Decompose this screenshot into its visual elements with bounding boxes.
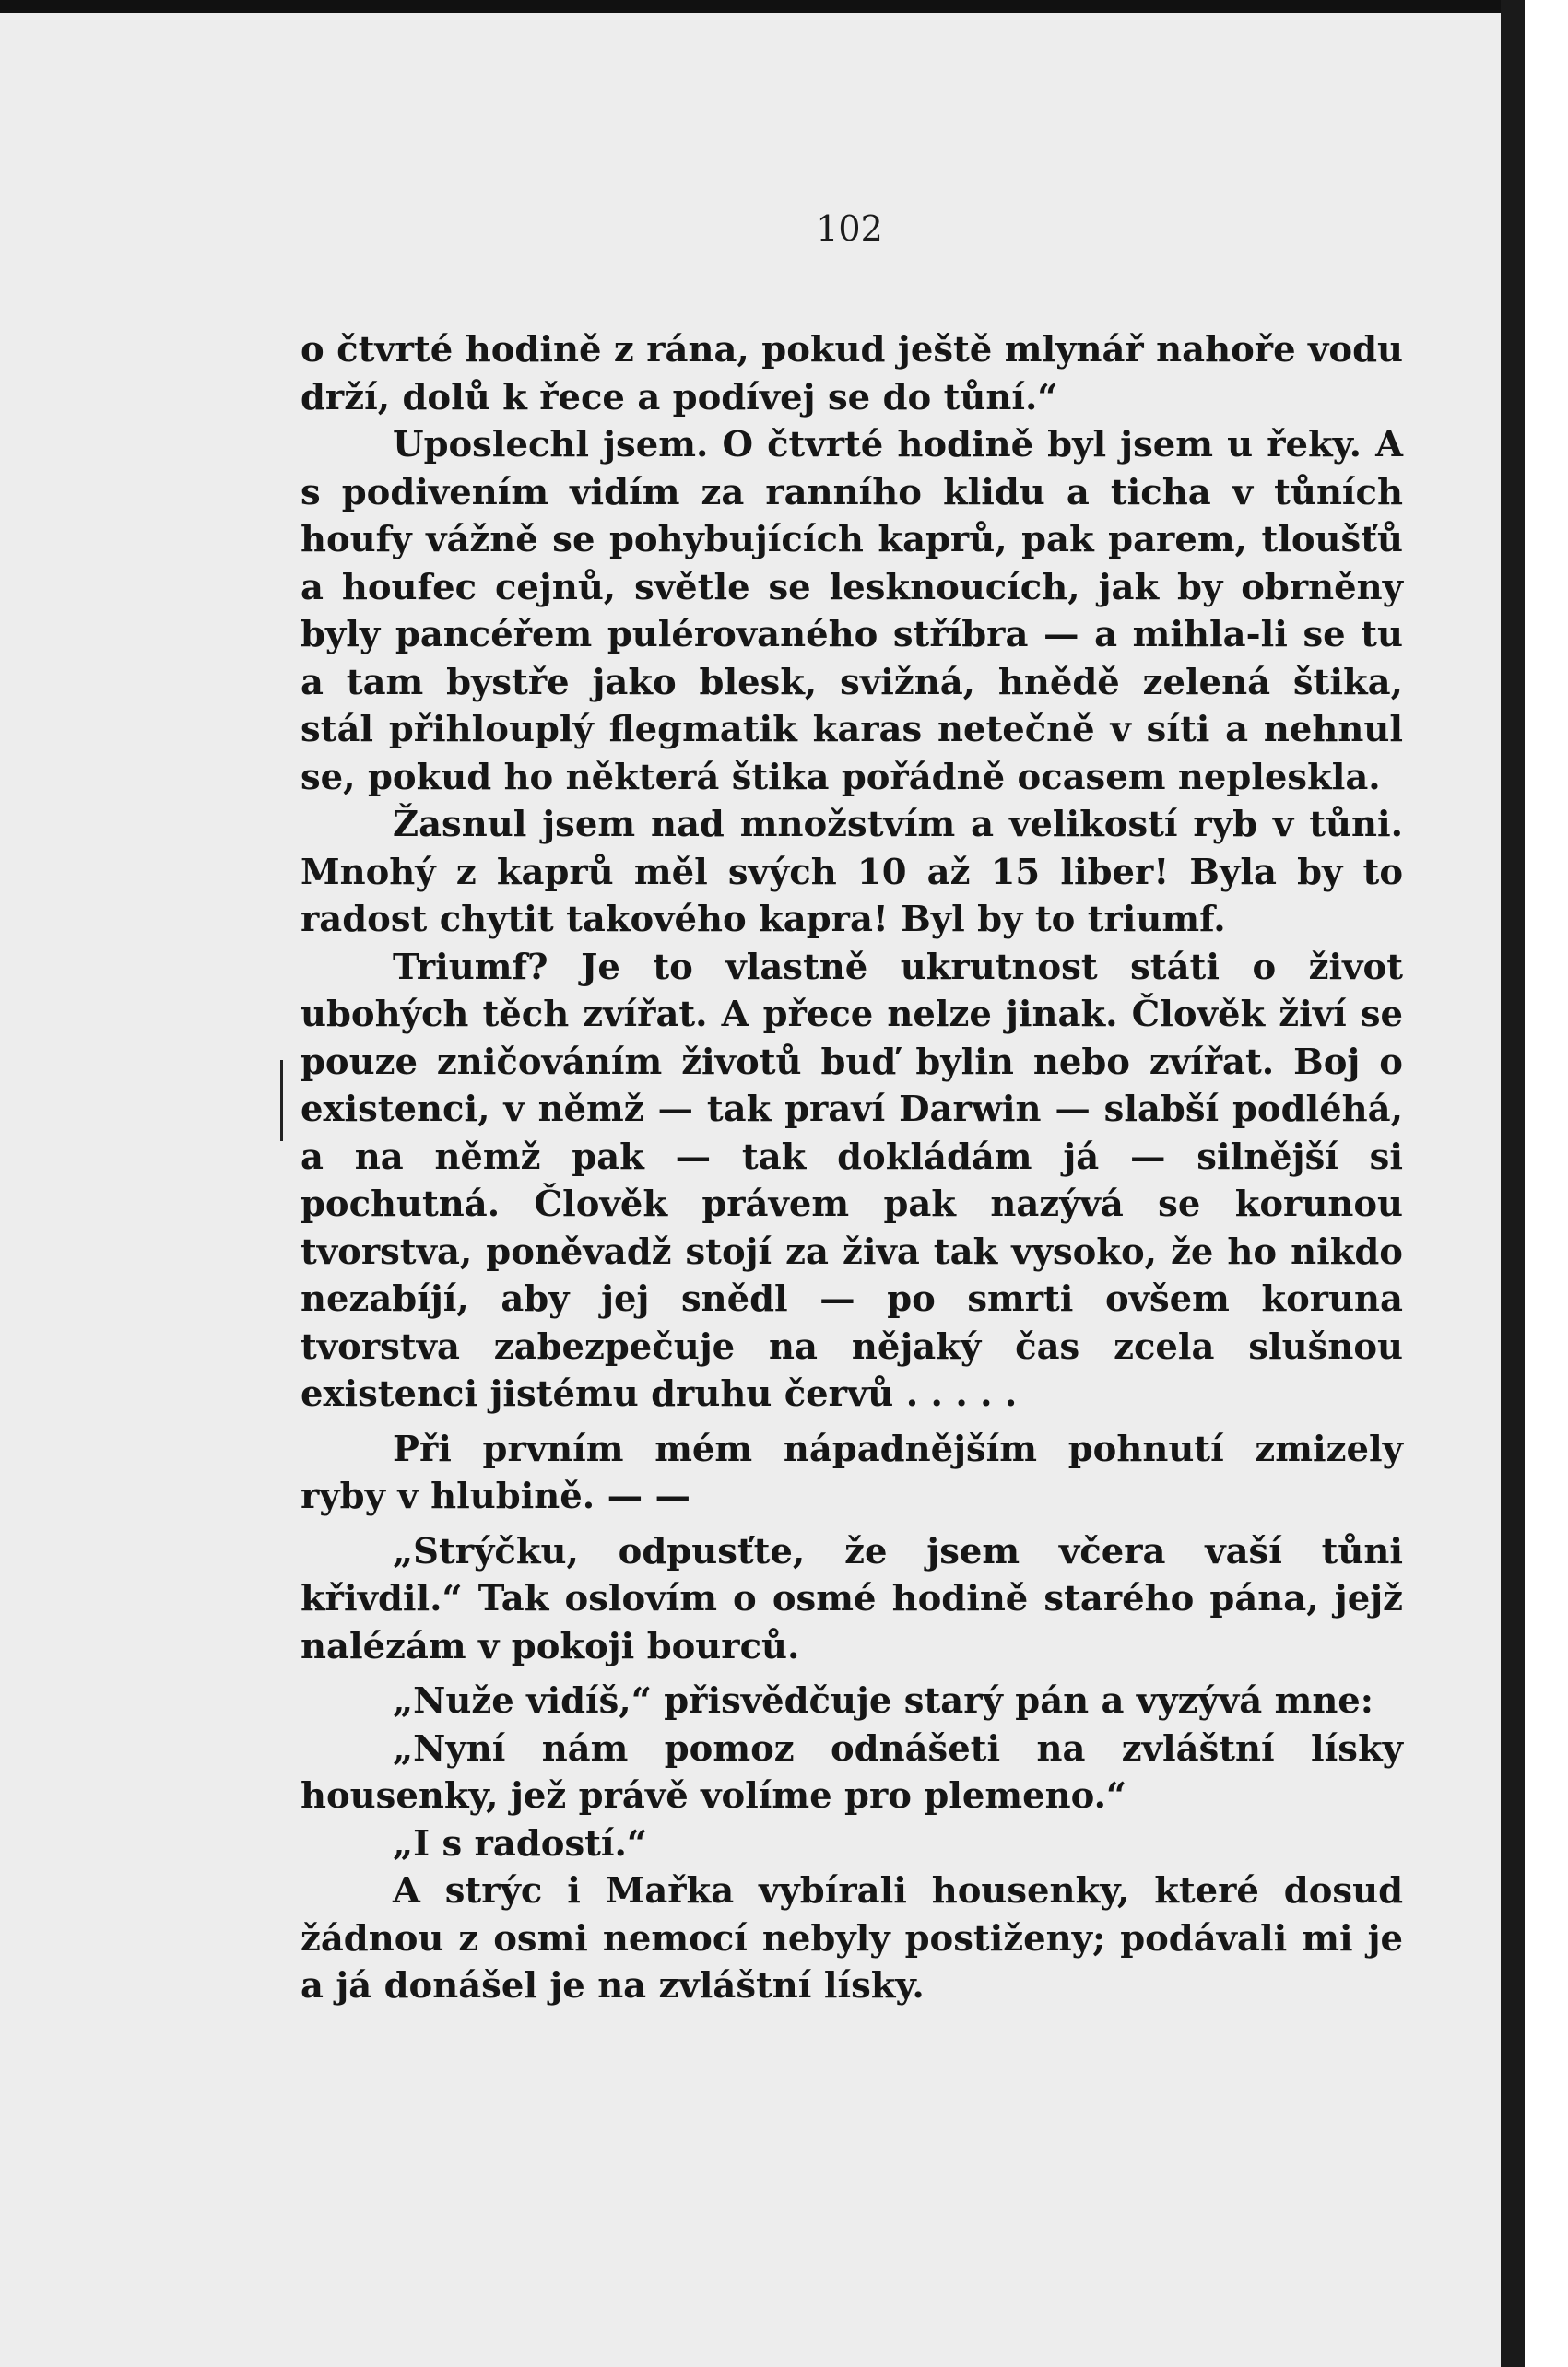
paragraph: „I s radostí.“	[393, 1822, 648, 1865]
paragraph: Triumf? Je to vlastně ukrutnost státi o život ubohých těch zvířat. A přece nelze jinak. Člověk živí se pouze zničováním životů buď bylin nebo zvířat. Boj o existenci, v němž — tak praví Darwin — slabší podléhá, a na němž pak — tak dokládám já — silnější si pochutná. Člověk právem pak nazývá se korunou tvorstva, poněvadž stojí za živa tak vysoko, že ho nikdo nezabíjí, aby jej snědl — po smrti ovšem koruna tvorstva zabezpečuje na nějaký čas zcela slušnou existenci jistému druhu červů . . . . .	[301, 946, 1403, 1415]
scan-edge	[1525, 0, 1568, 2367]
paragraph: Žasnul jsem nad množstvím a velikostí ryb v tůni. Mnohý z kaprů měl svých 10 až 15 liber! Byla by to radost chytit takového kapra! Byl by to triumf.	[301, 804, 1403, 940]
paragraph: Při prvním mém nápadnějším pohnutí zmizely ryby v hlubině. — —	[301, 1428, 1403, 1517]
paragraph: Uposlechl jsem. O čtvrté hodině byl jsem u řeky. A s podivením vidím za ranního klidu a ticha v tůních houfy vážně se pohybujících kaprů, pak parem, tloušťů a houfec cejnů, světle se lesknoucích, jak by obrněny byly pancéřem pulérovaného stříbra — a mihla-li se tu a tam bystře jako blesk, svižná, hnědě zelená štika, stál přihlouplý flegmatik karas netečně v síti a nehnul se, pokud ho některá štika pořádně ocasem nepleskla.	[301, 424, 1403, 798]
page-binding-shadow	[1501, 0, 1525, 2367]
paragraph: „Strýčku, odpusťte, že jsem včera vaší tůni křivdil.“ Tak oslovím o osmé hodině starého pána, jejž nalézám v pokoji bourců.	[301, 1530, 1403, 1667]
paragraph: o čtvrté hodině z rána, pokud ještě mlynář nahoře vodu drží, dolů k řece a podívej se do tůní.“	[301, 329, 1403, 418]
page-number: 102	[816, 208, 883, 249]
text-block	[301, 326, 1403, 2010]
paragraph: „Nuže vidíš,“ přisvědčuje starý pán a vyzývá mne:	[393, 1680, 1374, 1722]
paragraph: „Nyní nám pomoz odnášeti na zvláštní lísky housenky, jež právě volíme pro plemeno.“	[301, 1727, 1403, 1817]
paragraph: A strýc i Mařka vybírali housenky, které dosud žádnou z osmi nemocí nebyly postiženy; podávali mi je a já donášel je na zvláštní lísky.	[301, 1870, 1403, 2007]
margin-mark	[280, 1060, 283, 1141]
